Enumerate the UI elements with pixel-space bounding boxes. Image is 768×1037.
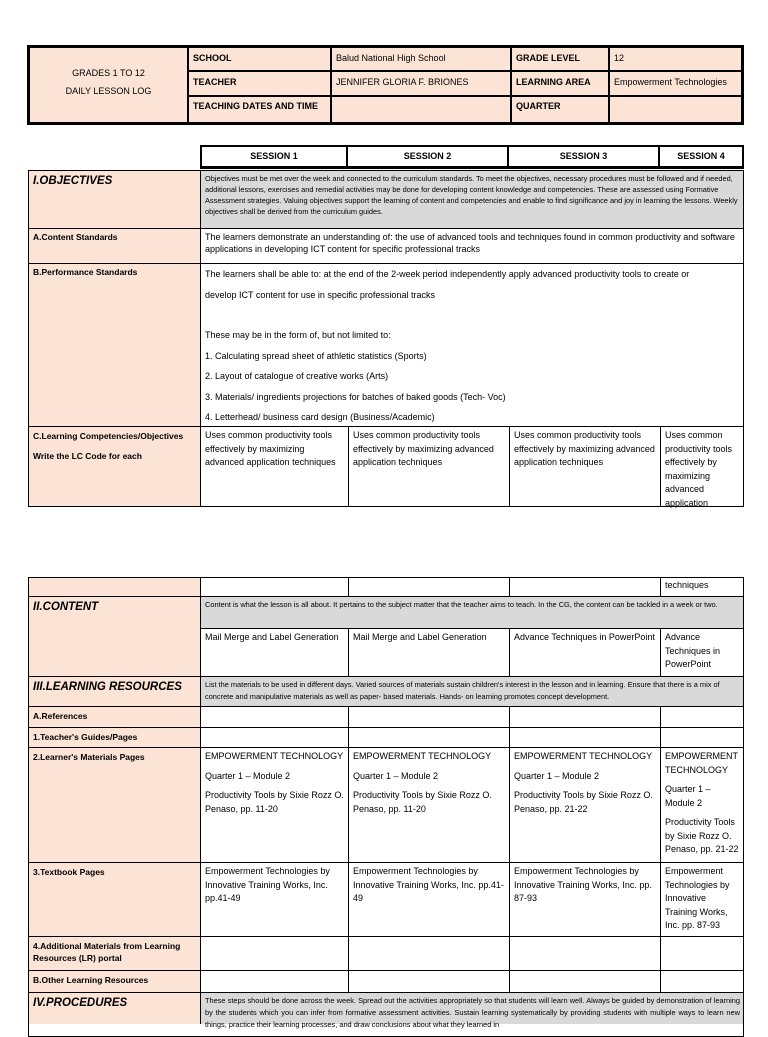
quarter-value <box>610 98 740 102</box>
lm-title: EMPOWERMENT TECHNOLOGY <box>353 751 492 761</box>
content-session-4: Advance Techniques in PowerPoint <box>665 632 721 669</box>
competency-session-4: Uses common productivity tools effectively by maximizing advanced application <box>665 430 733 508</box>
dates-value <box>332 98 510 102</box>
teacher-value: JENNIFER GLORIA F. BRIONES <box>336 77 469 87</box>
teacher-label: TEACHER <box>193 77 237 87</box>
lm-module: Quarter 1 – Module 2 <box>205 770 291 781</box>
content-session-3: Advance Techniques in PowerPoint <box>514 632 655 642</box>
textbook-session-4: Empowerment Technologies by Innovative Training Works, Inc. pp. 87-93 <box>665 866 730 930</box>
dates-label: TEACHING DATES AND TIME <box>193 101 318 111</box>
quarter-label: QUARTER <box>516 101 561 111</box>
session-header-1: SESSION 1 <box>200 145 348 169</box>
performance-line: The learners shall be able to: at the end of the 2-week period independently apply advanced productivity tools to create or <box>205 269 690 279</box>
objectives-heading: I.OBJECTIVES <box>33 175 113 187</box>
performance-standards-label: B.Performance Standards <box>33 267 138 277</box>
learners-materials-label: 2.Learner's Materials Pages <box>33 752 145 762</box>
performance-line: 4. Letterhead/ business card design (Business/Academic) <box>205 412 435 422</box>
performance-line: 2. Layout of catalogue of creative works (Arts) <box>205 371 389 381</box>
textbook-label: 3.Textbook Pages <box>33 867 105 877</box>
title-line-1: GRADES 1 TO 12 <box>72 68 145 78</box>
resources-heading: III.LEARNING RESOURCES <box>33 681 182 693</box>
competencies-label <box>29 426 199 469</box>
lm-tools: Productivity Tools by Sixie Rozz O. Penaso, pp. 21-22 <box>514 790 653 814</box>
content-standards-text: The learners demonstrate an understanding of: the use of advanced tools and techniques found in common productivity and software applications in developing ICT content for specific professional tracks <box>205 232 735 254</box>
competency-continued: techniques <box>665 580 709 590</box>
performance-line: develop ICT content for use in specific professional tracks <box>205 289 435 300</box>
textbook-session-2: Empowerment Technologies by Innovative Training Works, Inc. pp.41-49 <box>353 866 504 903</box>
performance-line: 1. Calculating spread sheet of athletic statistics (Sports) <box>205 350 427 361</box>
title-line-2: DAILY LESSON LOG <box>65 86 152 96</box>
learners-materials-session-3 <box>510 748 660 862</box>
content-session-1: Mail Merge and Label Generation <box>205 632 339 642</box>
textbook-session-3: Empowerment Technologies by Innovative Training Works, Inc. pp. 87-93 <box>514 866 652 903</box>
learning-area-label: LEARNING AREA <box>516 77 591 87</box>
competencies-label-text: C.Learning Competencies/Objectives <box>33 431 184 441</box>
teachers-guide-label: 1.Teacher's Guides/Pages <box>33 732 138 742</box>
content-standards-label: A.Content Standards <box>33 232 118 242</box>
content-heading: II.CONTENT <box>33 601 99 613</box>
performance-line: 3. Materials/ ingredients projections for batches of baked goods (Tech- Voc) <box>205 391 506 402</box>
competencies-sublabel: Write the LC Code for each <box>33 451 142 461</box>
competency-session-1: Uses common productivity tools effectively by maximizing advanced application techniques <box>205 430 336 467</box>
lm-module: Quarter 1 – Module 2 <box>514 770 600 781</box>
lm-title: EMPOWERMENT TECHNOLOGY <box>665 751 738 775</box>
textbook-session-1: Empowerment Technologies by Innovative Training Works, Inc. pp.41-49 <box>205 866 330 903</box>
other-resources-label: B.Other Learning Resources <box>33 975 149 985</box>
procedures-heading: IV.PROCEDURES <box>33 997 128 1009</box>
objectives-note: Objectives must be met over the week and connected to the curriculum standards. To meet the objectives, necessary procedures must be followed and if needed, additional lessons, exercises and remedial activities may be done for developing content knowledge and competencies. These are assessed using Formative Assessment strategies. Valuing objectives support the learning of content and competencies and enable to find significance and joy in learning the lessons. Weekly objectives shall be derived from the curriculum guides. <box>205 174 738 216</box>
references-label: A.References <box>33 711 88 721</box>
lesson-log-title <box>30 62 187 102</box>
learners-materials-session-4 <box>661 748 744 862</box>
content-note: Content is what the lesson is all about. It pertains to the subject matter that the teacher aims to teach. In the CG, the content can be tackled in a week or two. <box>205 600 718 609</box>
additional-materials-label: 4.Additional Materials from Learning Resources (LR) portal <box>33 941 181 963</box>
lm-module: Quarter 1 – Module 2 <box>665 784 711 808</box>
procedures-note: These steps should be done across the week. Spread out the activities appropriately so that students will learn well. Always be guided by demonstration of learning by the students which you can infer from formative assessment activities. Sustain learning systematically by providing students with multiple ways to learn new things, practice their learning processes, and draw conclusions about what they learned in <box>205 996 740 1029</box>
session-header-2: SESSION 2 <box>348 145 509 169</box>
competency-session-2: Uses common productivity tools effectively by maximizing advanced application techniques <box>353 430 494 467</box>
performance-standards-text <box>201 264 741 426</box>
lm-tools: Productivity Tools by Sixie Rozz O. Penaso, pp. 11-20 <box>205 790 344 814</box>
lm-title: EMPOWERMENT TECHNOLOGY <box>205 751 344 761</box>
grade-level-label: GRADE LEVEL <box>516 53 581 63</box>
learners-materials-session-2 <box>349 748 509 862</box>
competency-session-3: Uses common productivity tools effectively by maximizing advanced application techniques <box>514 430 655 467</box>
school-value: Balud National High School <box>336 53 446 63</box>
lm-title: EMPOWERMENT TECHNOLOGY <box>514 751 653 761</box>
school-label: SCHOOL <box>193 53 232 63</box>
lm-module: Quarter 1 – Module 2 <box>353 770 439 781</box>
session-header-3: SESSION 3 <box>509 145 660 169</box>
content-session-2: Mail Merge and Label Generation <box>353 632 487 642</box>
session-header-4: SESSION 4 <box>660 145 744 169</box>
lm-tools: Productivity Tools by Sixie Rozz O. Penaso, pp. 11-20 <box>353 790 492 814</box>
lm-tools: Productivity Tools by Sixie Rozz O. Penaso, pp. 21-22 <box>665 817 739 854</box>
grade-level-value: 12 <box>614 53 625 63</box>
learning-area-value: Empowerment Technologies <box>614 77 727 87</box>
resources-note: List the materials to be used in different days. Varied sources of materials sustain children's interest in the lesson and in learning. Ensure that there is a mix of concrete and manipulative materials as well as paper- based materials. Hands- on learning promotes concept development. <box>205 680 720 701</box>
performance-line: These may be in the form of, but not limited to: <box>205 330 391 340</box>
learners-materials-session-1 <box>201 748 348 862</box>
